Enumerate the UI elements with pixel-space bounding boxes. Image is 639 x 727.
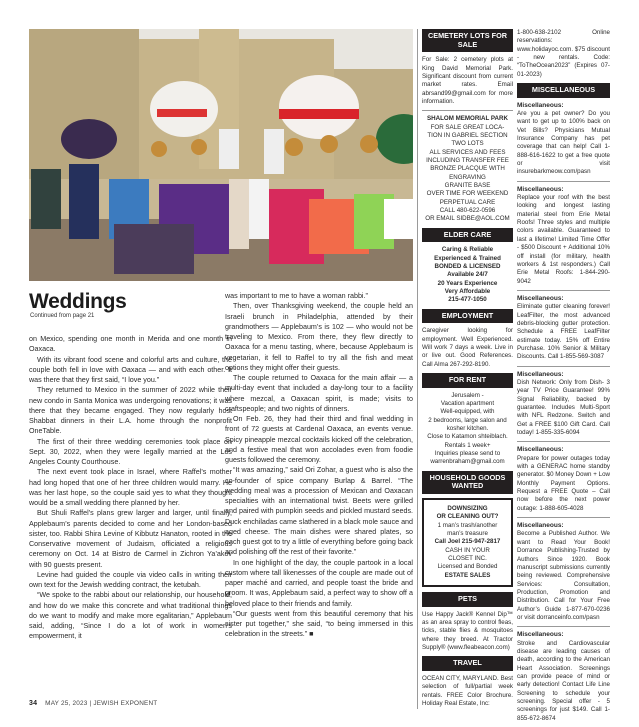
article-paragraph: “We spoke to the rabbi about our relationship, our household, and how do we make this concrete and what traditional things do we want to modify and make more egalitarian,” Applebaum said, adding, “Since I do a lot of work in women’s empowerment, it	[29, 591, 232, 641]
article-paragraph: With its vibrant food scene and colorful arts and culture, the couple both fell in love with Oaxaca — and with each other. It was there that they first said, “I love you.”	[29, 355, 232, 384]
ad-line: kosher kitchen.	[446, 425, 489, 432]
ad-line: DOWNSIZING	[447, 504, 488, 512]
classified-ad	[517, 295, 610, 362]
ad-title: Miscellaneous:	[517, 185, 564, 193]
ad-text: Replace your roof with the best looking and longest lasting material steel from Erie Metal Roofs! Three styles and multiple colors available. Guaranteed to last a lifetime! Limited Time Offer - $500 Discount + Additional 10% off install (for military, health workers & 1st responders.) Call Erie Metal Roofs: 1-844-290-9042	[517, 194, 610, 285]
article-paragraph: On Feb. 26, they had their third and final wedding in front of 72 guests at Cardenal Oaxaca, an events venue. Spicy pineapple mezcal cocktails kicked off the celebration, and a festive meal that won accolades even from foodie guests followed the ceremony.	[225, 415, 413, 464]
article-paragraph: The first of their three wedding ceremonies took place on Sept. 30, 2022, when they were legally married at the Los Angeles County Courthouse.	[29, 437, 232, 466]
article-paragraph: was important to me to have a woman rabbi.”	[225, 292, 368, 300]
ad-title: Miscellaneous:	[517, 446, 564, 454]
ad-text: Prepare for power outages today with a GENERAC home standby generator. $0 Money Down + Low Monthly Payment Options. Request a FREE Quote – Call now before the next power outage: 1-888-605-4028	[517, 454, 610, 512]
ad-line: 215-477-1050	[448, 296, 487, 304]
section-header-for-rent: FOR RENT	[422, 373, 513, 388]
ad-text: Are you a pet owner? Do you want to get up to 100% back on Vet Bills? Physicians Mutual Insurance Company has pet coverage that can help! Call 1-888-616-1622 to get a free quote or visit insurebarkmeow.com/pasn	[517, 110, 610, 176]
section-header-travel: TRAVEL	[422, 656, 513, 671]
ad-line: 1 man’s trash/another	[437, 521, 498, 529]
ad-line: Close to Katamon shteiblach.	[427, 433, 508, 441]
ad-line: CALL 480-622-0596	[439, 207, 496, 215]
article-column-1	[29, 334, 232, 642]
section-header-elder-care: ELDER CARE	[422, 228, 513, 243]
section-header-cemetery: CEMETERY LOTS FOR SALE	[422, 29, 513, 52]
ad-line: ALL SERVICES AND FEES	[429, 148, 506, 156]
ad-line: Vacation apartment	[440, 399, 495, 407]
classified-ad	[422, 392, 513, 467]
ad-text: Stroke and Cardiovascular disease are leading causes of death, according to the American Heart Association. Screenings can provide peace of mind or early detection! Contact Life Line Screening to schedule your screening. Special offer - 5 screenings for just $149. Call 1-855-672-8674	[517, 639, 610, 722]
classifieds-column-2	[517, 29, 610, 727]
ad-line: OVER TIME FOR WEEKEND	[426, 190, 509, 198]
classified-ad	[517, 102, 610, 177]
ad-divider	[517, 441, 610, 442]
classified-ad: OCEAN CITY, MARYLAND. Best selection of full/partial week rentals. FREE Color Brochure. Holiday Real Estate, Inc:	[422, 674, 513, 707]
photo-illustration	[29, 29, 413, 281]
continued-from-line: Continued from page 21	[30, 313, 95, 319]
column-divider	[417, 29, 418, 709]
ad-line: ENGRAVING	[449, 173, 486, 181]
ad-line: Caring & Reliable	[441, 246, 494, 254]
ad-line: Well-equipped, with	[440, 408, 495, 416]
classified-ad	[517, 522, 610, 622]
ad-title: Miscellaneous:	[517, 101, 564, 109]
issue-date: MAY 25, 2023	[45, 700, 88, 707]
ad-line: BRONZE PLACQUE WITH	[430, 165, 505, 173]
ad-line: man’s treasure	[447, 529, 488, 537]
ad-divider	[517, 366, 610, 367]
article-paragraph: Then, over Thanksgiving weekend, the couple held an Israeli brunch in Philadelphia, attended by their grandmothers — Applebaum’s is 102 — who would not be traveling to Mexico. From there, they flew directly to Oaxaca for a menu tasting, where, because Applebaum is vegetarian, it fell to Raffel to try all the fish and meat options they might offer their guests.	[225, 302, 413, 372]
wedding-photo	[29, 29, 413, 281]
ad-title: Miscellaneous:	[517, 631, 564, 639]
ad-line: Available 24/7	[447, 271, 488, 279]
article-paragraph: In one highlight of the day, the couple partook in a local custom where tall likenesses of the couple are made out of paper maché and carried, and people toast the bride and groom. It was, Applebaum said, a perfect way to show off a beloved place to their friends and family.	[225, 558, 413, 608]
ad-line: CASH IN YOUR	[445, 546, 490, 554]
ad-line: Experienced & Trained	[434, 254, 501, 262]
ad-text: Dish Network: Only from Dish- 3 year TV Price Guarantee! 99% Signal Reliability, backed by guarantee. Includes Multi-Sport with NFL Redzone. Switch and Get a FREE $100 Gift Card. Call today! 1-855-335-6094	[517, 378, 610, 437]
ad-line: TWO LOTS	[451, 140, 484, 148]
ad-line: TION IN GABRIEL SECTION	[427, 131, 508, 139]
ad-phone: Call Joel 215-947-2817	[434, 538, 501, 546]
ad-line: OR EMAIL SIDBE@AOL.COM	[425, 215, 510, 223]
ad-divider	[517, 181, 610, 182]
article-paragraph: The next event took place in Israel, where Raffel’s mother had long hoped that one of her three children would marry. He was her last hope, so the couple said yes to what they thought would be a small wedding there planned by her.	[29, 468, 232, 507]
ad-line: OR CLEANING OUT?	[436, 513, 499, 521]
article-column-2	[225, 291, 413, 640]
ad-line: GRANITE BASE	[444, 182, 491, 189]
ad-line: Licensed and Bonded	[437, 563, 498, 571]
ad-line: PERPETUAL CARE	[439, 198, 496, 206]
ad-line: Jerusalem -	[451, 391, 484, 399]
article-paragraph: on Mexico, spending one month in Merida and one month in Oaxaca.	[29, 335, 232, 354]
classified-ad	[517, 186, 610, 286]
section-header-employment: EMPLOYMENT	[422, 309, 513, 324]
article-paragraph: The couple returned to Oaxaca for the main affair — a multi-day event that included a day-long tour to a facility where mezcal, a Oaxacan spirit, is made; visits to craftspeople; and two nights of dinners.	[225, 374, 413, 413]
ad-divider	[517, 517, 610, 518]
publication-name: JEWISH EXPONENT	[93, 700, 158, 707]
ad-line: Very Affordable	[444, 288, 491, 296]
classified-ad	[422, 246, 513, 304]
section-header-miscellaneous: MISCELLANEOUS	[517, 83, 610, 98]
article-paragraph: They returned to Mexico in the summer of 2022 while their new condo in Santa Monica was undergoing renovations; it was there that they became engaged. They now regularly host Shabbat dinners in their L.A. home through the nonprofit OneTable.	[29, 386, 232, 436]
ad-divider	[422, 110, 513, 111]
classified-ad-boxed	[422, 498, 513, 587]
ad-line: BONDED & LICENSED	[434, 263, 501, 270]
classified-ad	[517, 371, 610, 438]
ad-line: Rentals 1 week+	[444, 441, 491, 449]
classified-ad-continued: 1-800-638-2102 Online reservations: www.holidayoc.com. $75 discount - new rentals. Code: “ToTheOcean2023” (Expires 07-01-2023)	[517, 29, 610, 78]
classified-ad: Caregiver looking for employment. Well Experienced. Will work 7 days a week. Live in or live out. Good References. Call Alma 267-292-8190.	[422, 327, 513, 368]
article-paragraph: “It was amazing,” said Ori Zohar, a guest who is also the co-founder of spice company Burlap & Barrel. “The wedding meal was a procession of Mexican and Oaxacan specialties with an international twist. Beets were grilled and paired with pumpkin seeds and pickled mustard seeds. Duck enchiladas came slathered in a black mole sauce and aged cheese. The main dishes were shared plates, so each guest got to try a little of everything before going back and polishing off the rest of their favorite.”	[225, 466, 413, 557]
classified-ad: Use Happy Jack® Kennel Dip™ as an area spray to control fleas, ticks, stable flies & mosquitoes where they breed. At Tractor Supply® (www.fleabeacon.com)	[422, 610, 513, 651]
article-paragraph: But Shuli Raffel’s plans grew larger and larger, until finally, Applebaum’s parents decided to come and her London-based sister, too. Rabbi Shira Levine of Kibbutz Hanaton, rooted in the Conservative movement of Judaism, officiated a religious ceremony on Oct. 14 at Bistro de Carmel in Zichron Ya’akov with 90 guests present.	[29, 509, 232, 569]
classifieds-column-1	[422, 29, 513, 712]
classified-ad	[517, 631, 610, 723]
ad-title: SHALOM MEMORIAL PARK	[427, 115, 508, 123]
page-number: 34	[29, 700, 38, 707]
page-footer	[29, 700, 157, 707]
article-paragraph: Levine had guided the couple via video calls in writing their own text for the Jewish wedding contract, the ketubah.	[29, 570, 232, 589]
ad-divider	[517, 626, 610, 627]
ad-line: FOR SALE GREAT LOCA-	[430, 123, 505, 131]
classified-ad: For Sale: 2 cemetery plots at King David Memorial Park. Significant discount from current market rates. Email abrsand99@gmail.com for more information.	[422, 56, 513, 105]
section-header-household-goods: HOUSEHOLD GOODS WANTED	[422, 471, 513, 494]
classified-ad	[422, 115, 513, 223]
classified-ad	[517, 446, 610, 513]
folio-separator: |	[89, 700, 92, 707]
article-paragraph: “Our guests went from this beautiful ceremony that his sister put together,” she said, “to being immersed in this celebration in the streets.” ■	[225, 609, 413, 639]
section-header-pets: PETS	[422, 592, 513, 607]
ad-line: Inquiries please send to	[434, 450, 501, 458]
ad-divider	[517, 290, 610, 291]
ad-text: Become a Published Author. We want to Read Your Book! Dorrance Publishing-Trusted by Authors Since 1920. Book manuscript submissions currently being reviewed. Comprehensive Services: Consultation, Production, Promotion and Distribution. Call for Your Free Author’s Guide 1-877-670-0236 or visit dorranceinfo.com/pasn	[517, 530, 610, 621]
ad-line: INCLUDING TRANSFER FEE	[426, 156, 509, 164]
ad-line: 2 bedrooms, large salon and	[428, 416, 507, 424]
ad-line: 20 Years Experience	[437, 279, 498, 287]
ad-title: Miscellaneous:	[517, 522, 564, 530]
ad-line: warrenbraham@gmail.com	[430, 458, 505, 466]
ad-title: Miscellaneous:	[517, 370, 564, 378]
ad-title: Miscellaneous:	[517, 294, 564, 302]
ad-line: CLOSET INC.	[448, 554, 487, 562]
ad-line: ESTATE SALES	[444, 571, 491, 579]
article-headline: Weddings	[29, 290, 127, 313]
ad-text: Eliminate gutter cleaning forever! LeafFilter, the most advanced debris-blocking gutter protection. Schedule a FREE LeafFilter estimate today. 15% off Entire Purchase. 10% Senior & Military Discounts. Call 1-855-569-3087	[517, 303, 610, 361]
